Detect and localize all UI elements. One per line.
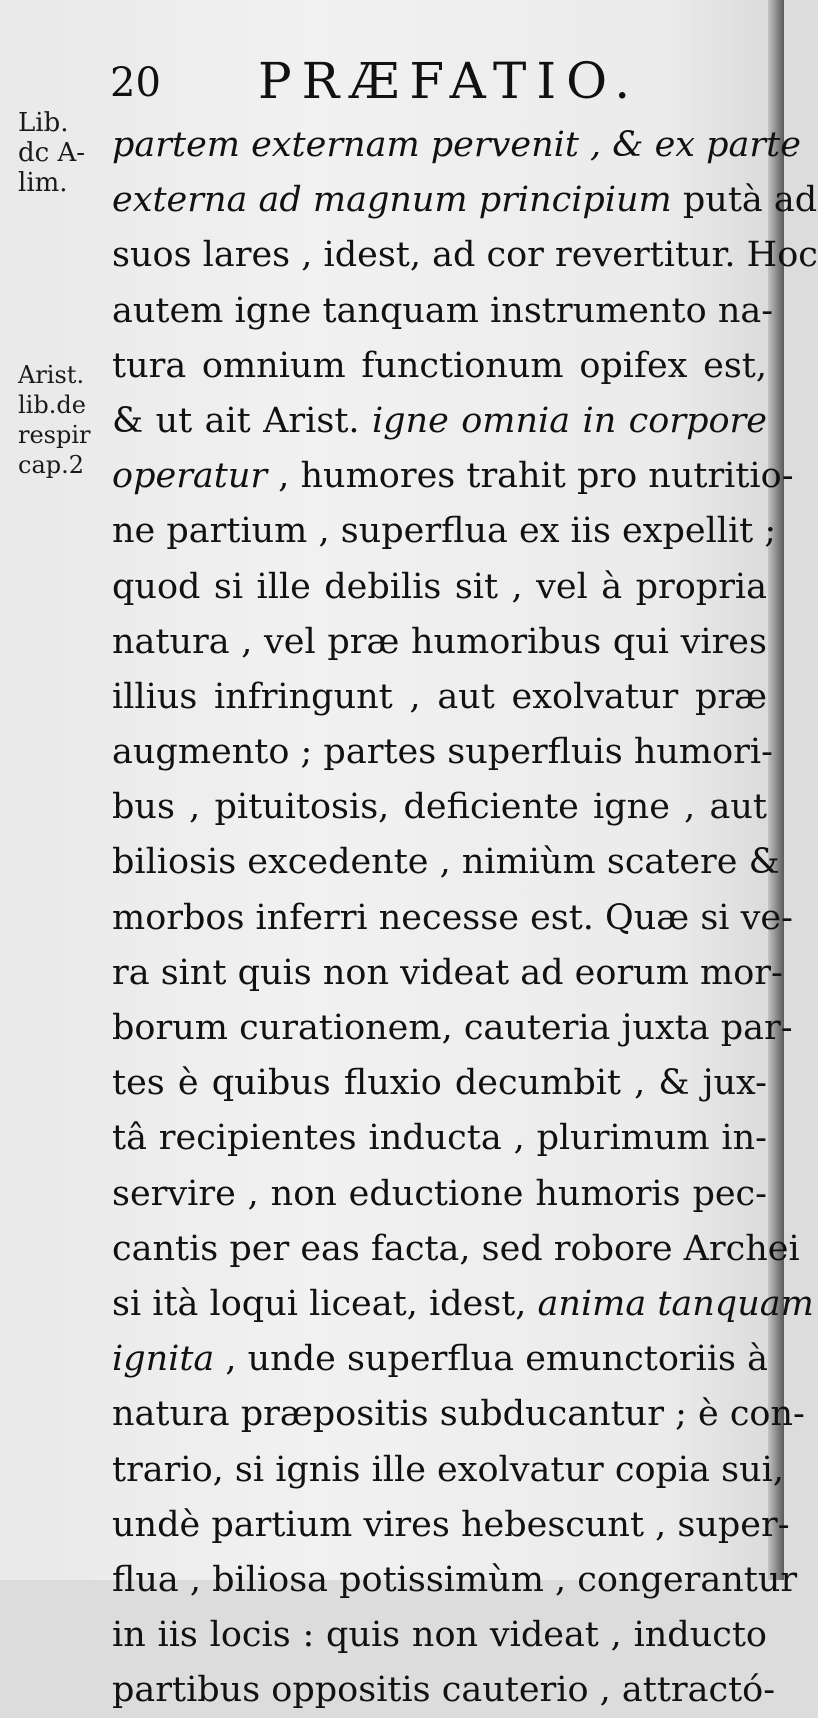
text-line <box>112 615 767 670</box>
text-run: putà ad <box>671 180 818 221</box>
text-line <box>112 339 767 394</box>
text-run: illius infringunt , aut exolvatur præ <box>112 676 767 717</box>
text-run: morbos inferri necesse est. Quæ si ve- <box>112 897 793 938</box>
text-run: trario, si ignis ille exolvatur copia sui, <box>112 1449 784 1490</box>
text-line <box>112 504 777 559</box>
text-run: si ità loqui liceat, idest, <box>112 1283 538 1324</box>
text-run: & ut ait Arist. <box>112 400 372 441</box>
text-line <box>112 228 818 283</box>
margin-note-lib-de-alim: Lib. dc A- lim. <box>18 108 86 198</box>
text-run: , unde superflua emunctoriis à <box>214 1339 768 1380</box>
text-run: cantis per eas facta, sed robore Archei <box>112 1228 800 1269</box>
text-line <box>112 1056 767 1111</box>
text-line <box>112 670 767 725</box>
text-line <box>112 1553 798 1608</box>
page-number: 20 <box>110 60 161 106</box>
text-run: biliosis excedente , nimiùm scatere & <box>112 842 780 883</box>
text-line <box>112 891 793 946</box>
text-line <box>112 1332 767 1387</box>
margin-note-arist-respir: Arist. lib.de respir cap.2 <box>18 361 91 479</box>
text-run: ra sint quis non videat ad eorum mor- <box>112 952 783 993</box>
text-run: tes è quibus fluxio decumbit , & jux- <box>112 1063 767 1104</box>
text-line <box>112 1167 767 1222</box>
italic-text-run: externa ad magnum principium <box>112 180 672 221</box>
italic-text-run: ignita <box>112 1339 215 1380</box>
text-run: ne partium , superflua ex iis expellit ; <box>112 511 777 552</box>
italic-text-run: partem externam pervenit , & ex parte <box>112 125 801 165</box>
text-line <box>112 1222 800 1277</box>
text-line <box>112 1498 790 1553</box>
text-run: autem igne tanquam instrumento na- <box>112 290 774 331</box>
text-line <box>112 725 773 780</box>
text-run: tâ recipientes inducta , plurimum in- <box>112 1118 767 1159</box>
text-run: suos lares , idest, ad cor revertitur. Hoc <box>112 235 818 276</box>
text-run: natura præpositis subducantur ; è con- <box>112 1394 805 1435</box>
text-line <box>112 1001 793 1056</box>
text-line <box>112 560 767 615</box>
text-run: quod si ille debilis sit , vel à propria <box>112 566 767 607</box>
text-run: in iis locis : quis non videat , inducto <box>112 1615 767 1656</box>
text-line <box>112 946 783 1001</box>
text-run: , humores trahit pro nutritio- <box>267 456 794 497</box>
text-line <box>112 284 774 339</box>
text-line <box>112 835 780 890</box>
text-line <box>112 118 801 173</box>
text-line <box>112 780 767 835</box>
text-line <box>112 173 818 228</box>
text-line <box>112 1443 784 1498</box>
italic-text-run: operatur <box>112 456 268 497</box>
text-run: augmento ; partes superfluis humori- <box>112 732 773 773</box>
italic-text-run: igne omnia in corpore <box>371 400 768 441</box>
text-run: partibus oppositis cauterio , attractó- <box>112 1670 776 1711</box>
text-line <box>112 1387 805 1442</box>
text-run: tura omnium functionum opifex est, <box>112 345 767 386</box>
text-run: bus , pituitosis, deficiente igne , aut <box>112 787 767 828</box>
text-run: flua , biliosa potissimùm , congerantur <box>112 1559 798 1600</box>
text-run: borum curationem, cauteria juxta par- <box>112 1008 793 1048</box>
text-line <box>112 1277 814 1332</box>
text-line <box>112 1608 767 1663</box>
page-header <box>110 52 670 112</box>
text-line <box>112 1111 767 1166</box>
body-text <box>112 118 818 1718</box>
italic-text-run: anima tanquam <box>537 1283 814 1324</box>
text-run: undè partium vires hebescunt , super- <box>112 1504 790 1545</box>
text-line <box>112 449 794 504</box>
text-line <box>112 1663 776 1718</box>
text-run: natura , vel præ humoribus qui vires <box>112 621 767 662</box>
text-line <box>112 394 767 449</box>
running-title: PRÆFATIO. <box>258 52 641 110</box>
text-run: servire , non eductione humoris pec- <box>112 1173 767 1214</box>
